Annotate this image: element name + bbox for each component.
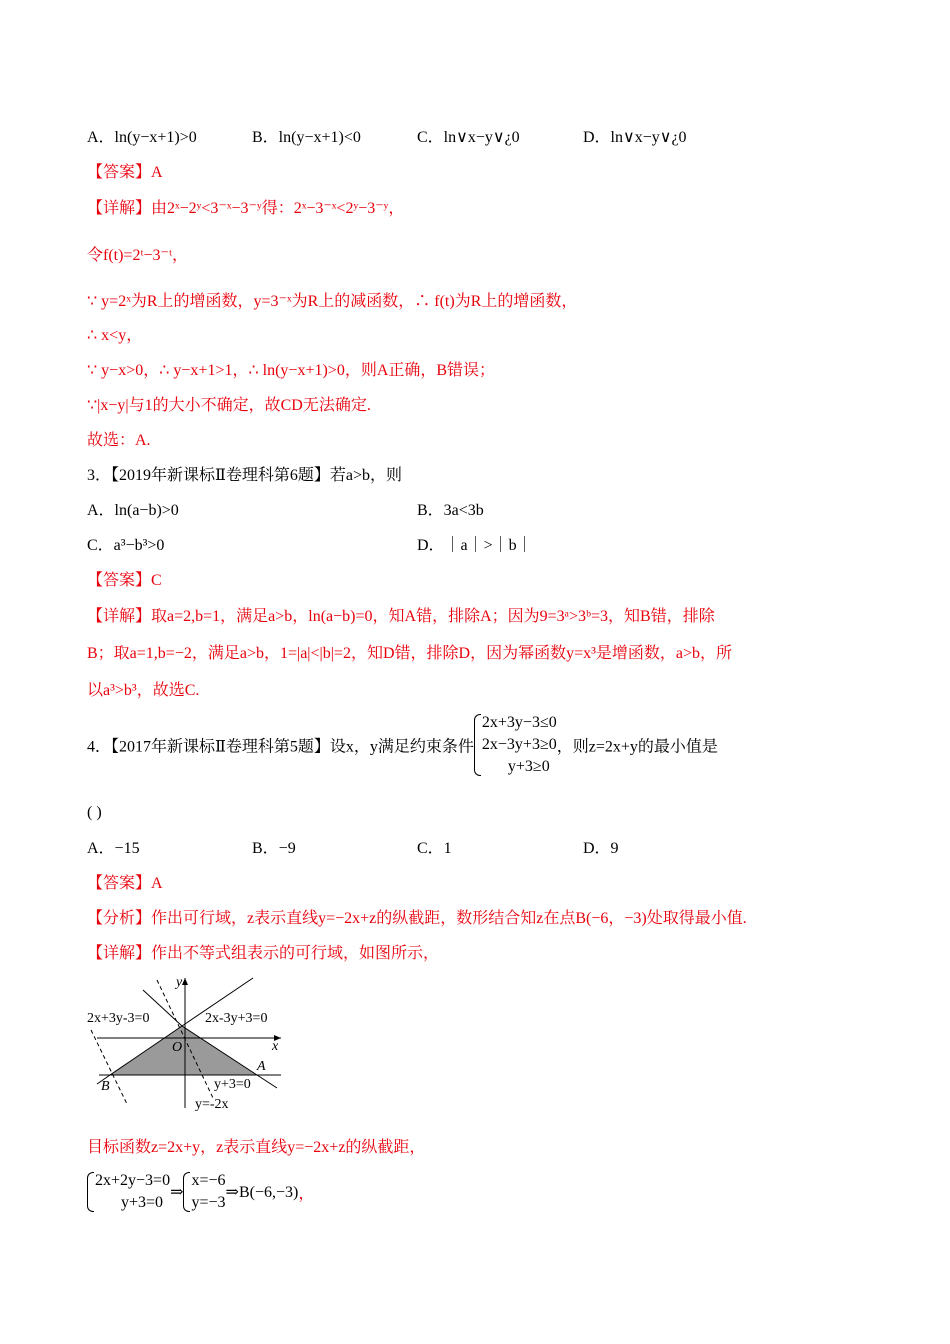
line-2x-plus-3y-ext — [257, 1075, 277, 1088]
q4-stem — [87, 712, 718, 778]
q4-answer-blank: ( ) — [87, 804, 102, 821]
line1-label: 2x+3y-3=0 — [87, 1011, 150, 1026]
q4-constraint-2: 2x−3y+3≥0 — [481, 736, 557, 753]
q3-option-b: B．3a<3b — [417, 502, 484, 519]
q2-option-b: B．ln(y−x+1)<0 — [252, 129, 361, 146]
q2-option-c: C．ln∨x−y∨¿0 — [417, 129, 520, 146]
q3-option-c: C．a³−b³>0 — [87, 537, 165, 554]
q2-detail-line-3: ∵ y=2ˣ为R上的增函数，y=3⁻ˣ为R上的减函数，∴ f(t)为R上的增函数， — [87, 293, 578, 310]
system-2-eq-2: y=−3 — [191, 1194, 226, 1211]
q2-detail-line-5: ∵ y−x>0，∴ y−x+1>1，∴ ln(y−x+1)>0，则A正确，B错误； — [87, 362, 496, 379]
q3-option-d: D．｜a｜>｜b｜ — [417, 537, 533, 554]
q2-detail-line-2: 令f(t)=2ᵗ−3⁻ᵗ， — [87, 247, 189, 264]
q4-solve-system — [87, 1170, 314, 1214]
q2-answer: 【答案】A — [87, 164, 163, 181]
q4-constraint-system — [474, 712, 557, 778]
point-a-label: A — [257, 1059, 266, 1074]
q4-detail: 【详解】作出不等式组表示的可行域，如图所示， — [87, 945, 440, 962]
q2-option-a: A．ln(y−x+1)>0 — [87, 129, 197, 146]
system-1-eq-1: 2x+2y−3=0 — [95, 1172, 171, 1189]
q4-stem-suffix: ，则z=2x+y的最小值是 — [556, 738, 718, 756]
implies-arrow-1: ⇒ — [170, 1184, 184, 1201]
q4-constraint-1: 2x+3y−3≤0 — [481, 714, 557, 731]
line3-label: y+3=0 — [214, 1077, 251, 1092]
result-punctuation: ， — [298, 1185, 315, 1203]
q2-detail-line-7: 故选：A. — [87, 432, 151, 449]
origin-label: O — [172, 1040, 183, 1055]
q2-detail-line-1: 【详解】由2ˣ−2ʸ<3⁻ˣ−3⁻ʸ得：2ˣ−3⁻ˣ<2ʸ−3⁻ʸ， — [87, 200, 405, 217]
q2-detail-line-6: ∵|x−y|与1的大小不确定，故CD无法确定. — [87, 397, 371, 414]
system-2 — [183, 1170, 225, 1214]
q3-option-a: A．ln(a−b)>0 — [87, 502, 179, 519]
q3-answer: 【答案】C — [87, 572, 162, 589]
system-2-eq-1: x=−6 — [191, 1172, 226, 1189]
q4-constraint-3: y+3≥0 — [507, 758, 550, 775]
feasible-region-graph — [85, 972, 285, 1112]
q3-detail-line-2: B；取a=1,b=−2，满足a>b，1=|a|<|b|=2，知D错，排除D，因为幂函数y=x³是增函数，a>b，所 — [87, 645, 733, 662]
q3-detail-line-1: 【详解】取a=2,b=1，满足a>b，ln(a−b)=0，知A错，排除A；因为9=3ᵃ>3ᵇ=3，知B错，排除 — [87, 608, 715, 625]
q4-objective: 目标函数z=2x+y，z表示直线y=−2x+z的纵截距， — [87, 1139, 426, 1156]
q4-option-d: D．9 — [583, 840, 619, 857]
q4-stem-prefix: 4．【2017年新课标Ⅱ卷理科第5题】设x，y满足约束条件 — [87, 738, 474, 756]
point-b-label: B — [101, 1079, 110, 1094]
q4-option-b: B．−9 — [252, 840, 296, 857]
q2-detail-line-4: ∴ x<y， — [87, 327, 143, 344]
system-1-eq-2: y+3=0 — [121, 1194, 164, 1211]
point-b-result: ⇒B(−6,−3) — [225, 1184, 299, 1201]
line4-label: y=-2x — [195, 1097, 229, 1112]
q3-stem: 3．【2019年新课标Ⅱ卷理科第6题】若a>b，则 — [87, 467, 403, 484]
line2-label: 2x-3y+3=0 — [205, 1011, 268, 1026]
feasible-region — [110, 1026, 257, 1075]
q3-detail-line-3: 以a³>b³，故选C. — [87, 682, 200, 699]
x-axis-label: x — [272, 1039, 279, 1054]
q2-option-d: D．ln∨x−y∨¿0 — [583, 129, 687, 146]
system-1 — [87, 1170, 170, 1214]
y-axis-arrow — [182, 978, 188, 985]
y-axis-label: y — [176, 975, 183, 990]
q4-option-a: A．−15 — [87, 840, 140, 857]
q4-answer: 【答案】A — [87, 875, 163, 892]
q4-analysis: 【分析】作出可行域，z表示直线y=−2x+z的纵截距，数形结合知z在点B(−6，−3)处取得最小值. — [87, 910, 747, 927]
q4-option-c: C．1 — [417, 840, 452, 857]
